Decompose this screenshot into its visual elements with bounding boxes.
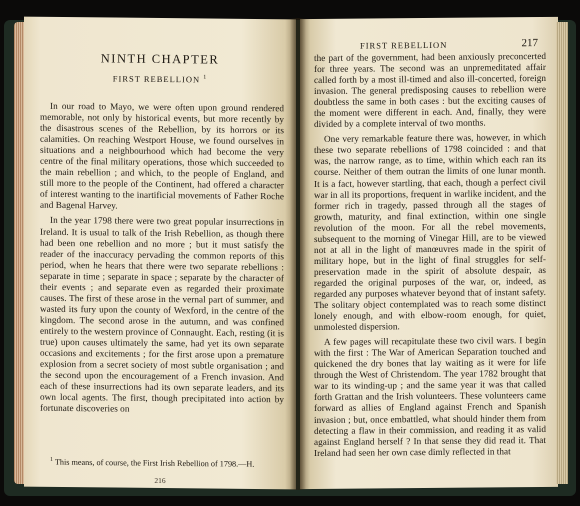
paragraph: A few pages will recapitulate these two civil wars. I begin with the first : The War of American Separation touched and quickened the dry bones that lay waiting as it were for life through the West of Christendom. The year 1782 brought that war to its winding-up ; and the same year it was that called forth Grattan and the Irish volunteers. These volunteers came forward as allies of England against French and Spanish invasion ; but, once embattled, what should hinder them from detecting a flaw in their commission, and reading it as valid against England herself ? In that sense they did read it. That Ireland had seen her own case dimly reflected in that [314, 335, 546, 458]
page-number-right: 217 [521, 37, 538, 50]
left-page [24, 17, 296, 490]
chapter-title: NINTH CHAPTER [100, 51, 220, 67]
paragraph: In our road to Mayo, we were often upon ground rendered memorable, not only by historical events, but more recently by the disastrous scenes of the Rebellion, by its horrors or its calamities. On reaching Westport House, we found ourselves in situations and a neighbourhood which had become the very centre of the final military operations, those which succeeded to the main rebellion ; and which, to the people of England, and still more to the people of the Continent, had offered a character of interest wanting to the inartificial movements of Father Roche and Bagenal Harvey. [40, 100, 284, 211]
book-gutter [290, 18, 306, 490]
paragraph: the part of the government, had been anxiously preconcerted for three years. The second was an unpremeditated affair called forth by a most ill-timed and also ill-concerted, foreign invasion. The general predisposing causes to rebellion were doubtless the same in both cases : but the exciting causes of the moment were different in each. And, finally, they were divided by a complete interval of two months. [314, 50, 546, 130]
right-page-edges [556, 22, 568, 484]
section-title: FIRST REBELLION $^1$ [112, 73, 208, 85]
footnote: $^1$ This means, of course, the First Irish Rebellion of 1798.—H. [50, 456, 255, 469]
footnote-marker: 1 [203, 74, 208, 81]
right-page-body [314, 51, 546, 459]
paragraph: One very remarkable feature there was, however, in which these two separate rebellions of 1798 coincided : and that was, the narrow range, as to time, within which each ran its course. Neither of them outran the limits of one lunar month. It is a fact, however startling, that each, though a perfect civil war in all its proportions, frequent in warlike incident, and the former rich in tragedy, passed through all the stages of growth, maturity, and final extinction, within one single revolution of the moon. For all the rebel movements, subsequent to the morning of Vinegar Hill, are to be viewed not at all in the light of manœuvres made in the spirit of military hope, but in the light of final struggles for self-preservation made in the spirit of absolute despair, as regarded the original purposes of the war, or, indeed, as regarded any purposes whatever beyond that of instant safety. The solitary object contemplated was to reach some distinct lonely enough, and with elbow-room enough, for quiet, unmolested dispersion. [314, 132, 546, 333]
paragraph: In the year 1798 there were two great popular insurrections in Ireland. It is usual to talk of the Irish Rebellion, as though there had been one rebellion and no more ; but it must satisfy the reader of the inaccuracy pervading the common reports of this period, when he hears that there were two separate rebellions : separate in time ; separate in space ; separate by the character of their events ; and separate even as regarded their proximate causes. The first of these arose in the vernal part of summer, and wasted its fury upon the county of Wexford, in the centre of the kingdom. The second arose in the autumn, and was confined entirely to the western province of Connaught. Each, resting (it is true) upon causes ultimately the same, had yet its own separate occasions and excitements ; for the first arose upon a premature explosion from a secret society of most subtle organisation ; and the second upon the encouragement of a French invasion. And each of these insurrections had its own separate leaders, and its own local agents. The first, though precipitated into action by fortunate discoveries on [40, 215, 284, 414]
left-page-body [40, 101, 284, 417]
page-number-left: 216 [154, 475, 166, 486]
right-page [300, 17, 558, 489]
open-book [14, 18, 572, 492]
running-head: FIRST REBELLION [360, 39, 448, 51]
